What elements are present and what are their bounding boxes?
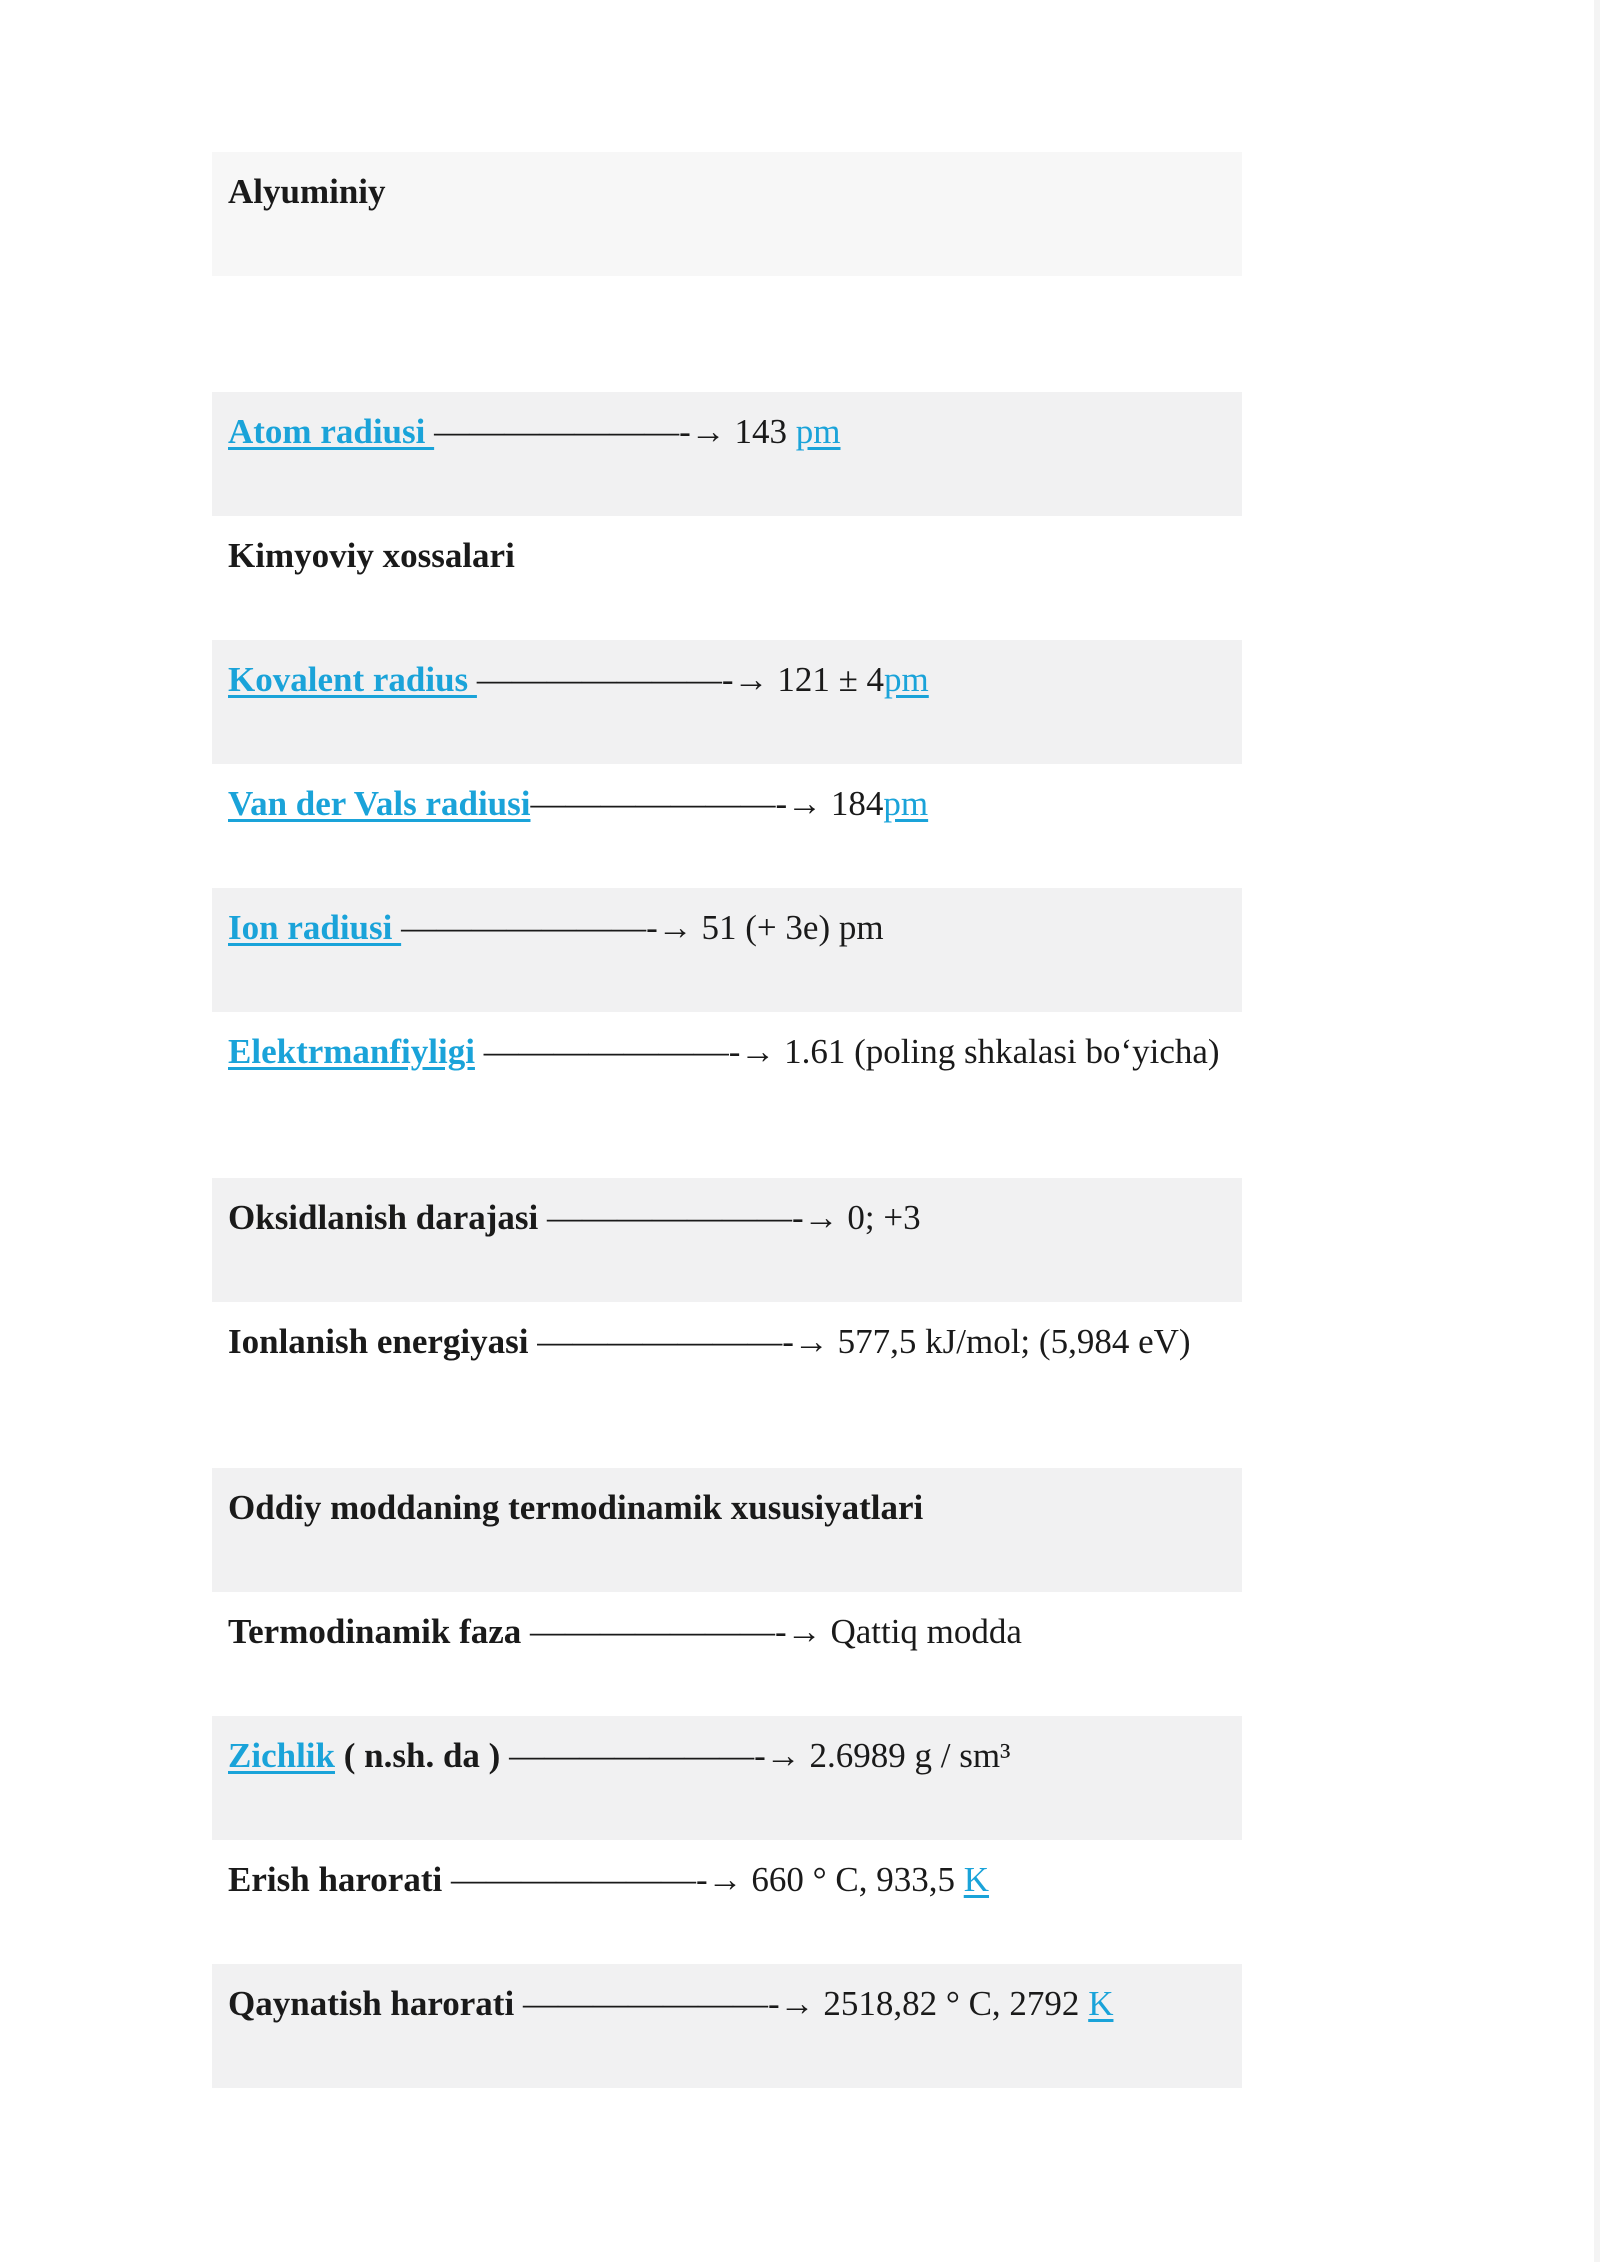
oxidation-label: Oksidlanish darajasi bbox=[228, 1198, 539, 1237]
covalent-radius-link[interactable]: Kovalent radius bbox=[228, 660, 477, 699]
van-der-vals-value: 184 bbox=[830, 784, 884, 823]
row-van-der-vals bbox=[212, 764, 1242, 888]
element-title: Alyuminiy bbox=[228, 172, 386, 211]
row-ionization bbox=[212, 1302, 1242, 1468]
arrow: ———————-→ bbox=[514, 1984, 824, 2023]
pm-unit-link[interactable]: pm bbox=[795, 412, 841, 451]
row-atom-radius bbox=[212, 392, 1242, 516]
arrow: ———————-→ bbox=[476, 660, 778, 699]
arrow: ———————-→ bbox=[538, 1198, 848, 1237]
spacer-row bbox=[212, 276, 1242, 392]
row-ion-radius bbox=[212, 888, 1242, 1012]
electronegativity-value: 1.61 (poling shkalasi bo‘yicha) bbox=[784, 1032, 1220, 1071]
van-der-vals-link[interactable]: Van der Vals radiusi bbox=[228, 784, 531, 823]
melting-value: 660 ° C, 933,5 bbox=[751, 1860, 964, 1899]
ion-radius-link[interactable]: Ion radiusi bbox=[228, 908, 402, 947]
phase-label: Termodinamik faza bbox=[228, 1612, 522, 1651]
arrow: ———————-→ bbox=[474, 1032, 785, 1071]
row-chemical-heading bbox=[212, 516, 1242, 640]
chemical-properties-heading: Kimyoviy xossalari bbox=[228, 536, 515, 575]
page-edge bbox=[1594, 0, 1600, 2262]
covalent-radius-value: 121 ± 4 bbox=[777, 660, 885, 699]
oxidation-value: 0; +3 bbox=[847, 1198, 921, 1237]
atom-radius-value: 143 bbox=[734, 412, 796, 451]
row-covalent-radius bbox=[212, 640, 1242, 764]
row-melting bbox=[212, 1840, 1242, 1964]
pm-unit-link[interactable]: pm bbox=[884, 660, 929, 699]
boiling-label: Qaynatish harorati bbox=[228, 1984, 515, 2023]
arrow: ———————-→ bbox=[530, 784, 831, 823]
title-row bbox=[212, 152, 1242, 276]
arrow: ———————-→ bbox=[500, 1736, 810, 1775]
arrow: ———————-→ bbox=[442, 1860, 752, 1899]
row-density bbox=[212, 1716, 1242, 1840]
properties-table bbox=[212, 152, 1242, 2088]
thermodynamic-heading: Oddiy moddaning termodinamik xususiyatlari bbox=[228, 1488, 924, 1527]
row-electronegativity bbox=[212, 1012, 1242, 1178]
boiling-value: 2518,82 ° C, 2792 bbox=[823, 1984, 1089, 2023]
row-oxidation bbox=[212, 1178, 1242, 1302]
kelvin-unit-link[interactable]: K bbox=[1088, 1984, 1114, 2023]
row-phase bbox=[212, 1592, 1242, 1716]
density-condition: ( n.sh. da ) bbox=[334, 1736, 501, 1775]
arrow: ———————-→ bbox=[401, 908, 702, 947]
ionization-label: Ionlanish energiyasi bbox=[228, 1322, 529, 1361]
density-value: 2.6989 g / sm³ bbox=[809, 1736, 1011, 1775]
phase-value: Qattiq modda bbox=[830, 1612, 1022, 1651]
ion-radius-value: 51 (+ 3e) pm bbox=[701, 908, 884, 947]
density-link[interactable]: Zichlik bbox=[228, 1736, 335, 1775]
arrow: ———————-→ bbox=[521, 1612, 831, 1651]
atom-radius-link[interactable]: Atom radiusi bbox=[228, 412, 435, 451]
row-thermo-heading bbox=[212, 1468, 1242, 1592]
kelvin-unit-link[interactable]: K bbox=[963, 1860, 990, 1899]
row-boiling bbox=[212, 1964, 1242, 2088]
arrow: ———————-→ bbox=[528, 1322, 838, 1361]
arrow: ———————-→ bbox=[434, 412, 735, 451]
pm-unit-link[interactable]: pm bbox=[883, 784, 929, 823]
melting-label: Erish harorati bbox=[228, 1860, 443, 1899]
ionization-value: 577,5 kJ/mol; (5,984 eV) bbox=[837, 1322, 1191, 1361]
electronegativity-link[interactable]: Elektrmanfiyligi bbox=[228, 1032, 475, 1071]
